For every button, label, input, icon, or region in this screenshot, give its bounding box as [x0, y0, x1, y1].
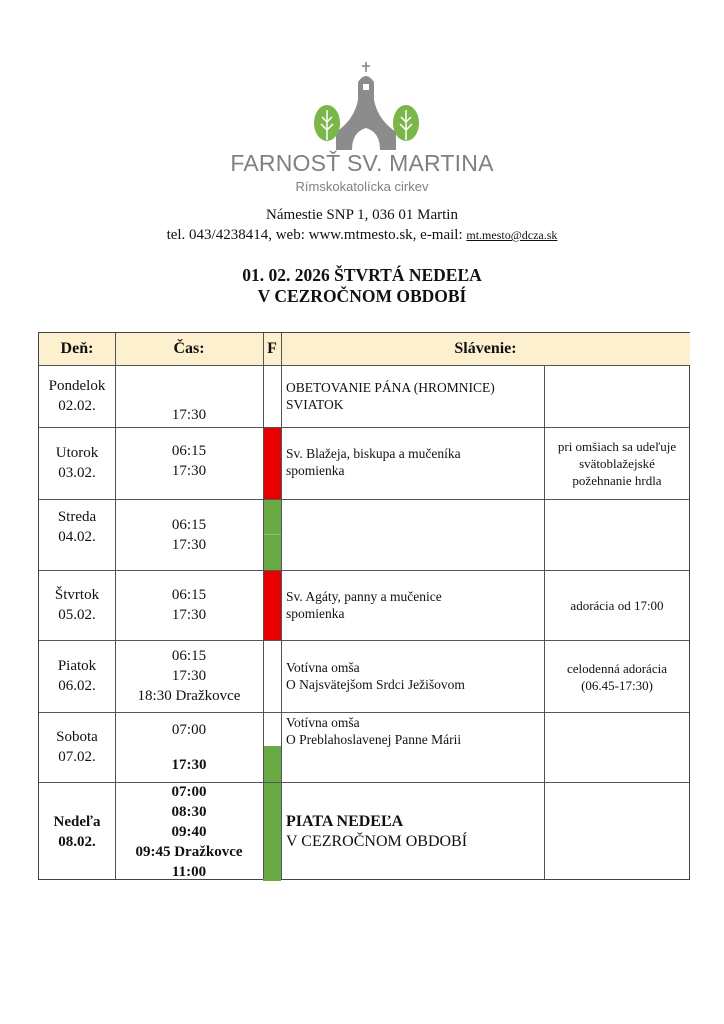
day-name: Streda [57, 509, 97, 525]
day-cell [39, 782, 115, 881]
f-color-green [263, 499, 281, 534]
celebration-text: SVIATOK [286, 397, 344, 412]
mass-time: 06:15 [171, 443, 207, 459]
contact-line [0, 227, 724, 244]
row-divider [39, 712, 689, 713]
time-cell [115, 712, 263, 747]
mass-time: 17:30 [171, 536, 207, 553]
day-date: 06.02. [58, 678, 96, 694]
celebration-text: V CEZROČNOM OBDOBÍ [286, 832, 468, 850]
time-cell [115, 427, 263, 499]
celebration-text: O Najsvätejšom Srdci Ježišovom [286, 677, 465, 692]
time-cell [115, 570, 263, 640]
celebration-cell [281, 782, 544, 881]
day-name: Piatok [57, 658, 97, 674]
note-text: svätoblažejské [579, 455, 655, 471]
mass-time: 06:15 [171, 648, 207, 664]
day-date: 03.02. [58, 465, 96, 481]
celebration-text: spomienka [286, 606, 345, 621]
celebration-text: OBETOVANIE PÁNA (HROMNICE) [286, 380, 495, 395]
column-header-day: Deň: [39, 333, 115, 365]
celebration-text: Votívna omša [286, 715, 360, 730]
day-date: 02.02. [58, 398, 96, 414]
day-cell [39, 499, 115, 570]
day-date: 07.02. [58, 749, 96, 765]
row-divider [39, 782, 689, 783]
day-name: Pondelok [48, 378, 106, 394]
celebration-text: PIATA NEDEĽA [286, 812, 404, 830]
f-color-green [263, 534, 281, 570]
row-divider [39, 365, 689, 366]
day-name: Štvrtok [54, 587, 100, 603]
celebration-cell [281, 365, 544, 427]
address: Námestie SNP 1, 036 01 Martin [266, 207, 458, 223]
celebration-cell [281, 570, 544, 640]
mass-time: 06:15 [171, 587, 207, 603]
church-with-trees-logo [300, 60, 424, 152]
column-divider [281, 333, 282, 879]
mass-time: 07:00 [171, 721, 207, 738]
time-cell [115, 499, 263, 570]
note-text: celodenná adorácia [567, 661, 667, 676]
day-date: 04.02. [58, 529, 96, 545]
day-cell [39, 640, 115, 712]
celebration-text: Sv. Agáty, panny a mučenice [286, 589, 442, 604]
note-text: (06.45-17:30) [581, 678, 653, 693]
day-name: Sobota [56, 729, 98, 745]
row-divider [39, 499, 689, 500]
column-divider [115, 333, 116, 879]
mass-time: 17:30 [171, 756, 207, 773]
contact-info: tel. 043/4238414, web: www.mtmesto.sk, e-mail: [166, 227, 467, 243]
column-header-time: Čas: [115, 333, 263, 365]
email-link[interactable]: mt.mesto@dcza.sk [466, 228, 558, 242]
celebration-cell [281, 640, 544, 712]
note-cell [544, 570, 690, 640]
mass-time: 18:30 Dražkovce [137, 688, 241, 704]
mass-time: 17:30 [171, 463, 207, 479]
celebration-text: spomienka [286, 463, 345, 478]
column-divider [263, 333, 264, 879]
day-cell [39, 570, 115, 640]
row-divider [39, 570, 689, 571]
time-cell [115, 782, 263, 881]
note-text: požehnanie hrdla [572, 472, 662, 488]
time-cell [115, 365, 263, 427]
schedule-table [38, 332, 690, 880]
celebration-text: O Preblahoslavenej Panne Márii [286, 732, 462, 747]
celebration-cell [281, 712, 544, 782]
note-cell [544, 640, 690, 712]
row-divider [39, 427, 689, 428]
mass-time: 09:40 [171, 823, 207, 840]
day-date: 08.02. [58, 833, 96, 850]
mass-time: 09:45 Dražkovce [135, 843, 243, 860]
mass-time: 08:30 [171, 803, 207, 820]
f-color-green [263, 746, 281, 782]
parish-name: FARNOSŤ SV. MARTINA [230, 150, 494, 176]
time-cell [115, 640, 263, 712]
page-subtitle: V CEZROČNOM OBDOBÍ [257, 286, 467, 306]
mass-time: 17:30 [171, 668, 207, 684]
celebration-text: Votívna omša [286, 660, 360, 675]
f-color-red [263, 427, 281, 499]
note-text: adorácia od 17:00 [570, 597, 664, 613]
mass-time: 17:30 [171, 407, 207, 423]
celebration-cell [281, 427, 544, 499]
day-name: Utorok [55, 445, 99, 461]
column-header-celebration: Slávenie: [281, 333, 690, 365]
f-color-red [263, 570, 281, 640]
mass-time: 06:15 [171, 516, 207, 533]
day-cell [39, 427, 115, 499]
day-date: 05.02. [58, 607, 96, 623]
day-cell [39, 365, 115, 427]
row-divider [39, 640, 689, 641]
note-cell [544, 427, 690, 499]
day-name: Nedeľa [53, 813, 101, 830]
mass-time: 11:00 [171, 863, 207, 880]
mass-time: 07:00 [171, 783, 207, 800]
mass-time: 17:30 [171, 607, 207, 623]
celebration-text: Sv. Blažeja, biskupa a mučeníka [286, 446, 461, 461]
day-cell [39, 712, 115, 782]
note-text: pri omšiach sa udeľuje [557, 438, 677, 454]
time-cell [115, 747, 263, 782]
column-divider [544, 365, 545, 879]
church-name: Rímskokatolícka cirkev [295, 179, 429, 194]
column-header-f: F [263, 333, 281, 365]
f-color-green [263, 782, 281, 881]
page-title: 01. 02. 2026 ŠTVRTÁ NEDEĽA [242, 265, 482, 285]
